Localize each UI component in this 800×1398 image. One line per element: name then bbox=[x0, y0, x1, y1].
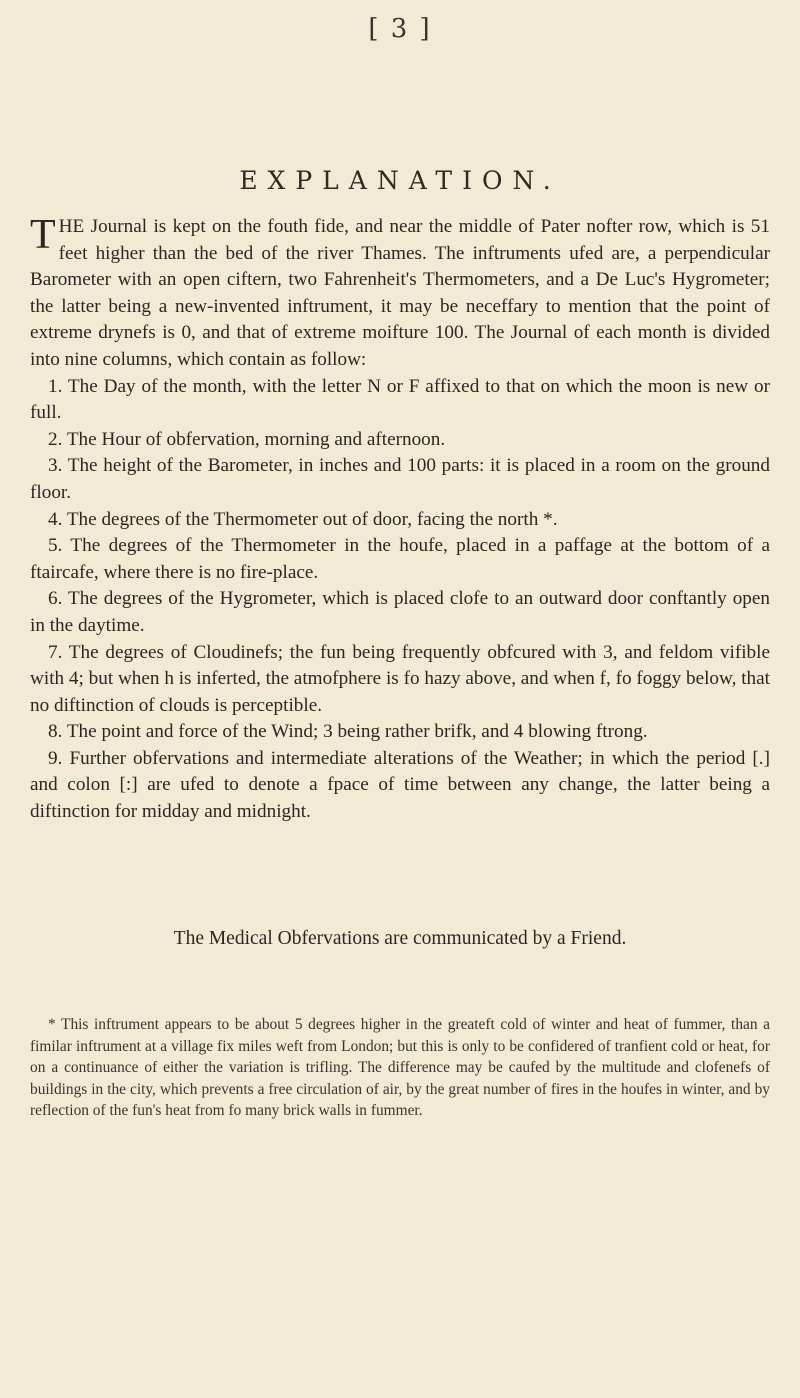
list-item: 7. The degrees of Cloudinefs; the fun being frequently obfcured with 3, and feldom vifible with 4; but when h is inferted, the atmofphere is fo hazy above, and when f, fo foggy below, that no diftinction of clouds is perceptible. bbox=[30, 641, 770, 716]
list-item: 8. The point and force of the Wind; 3 being rather brifk, and 4 blowing ftrong. bbox=[48, 721, 648, 743]
list-item: 4. The degrees of the Thermometer out of door, facing the north *. bbox=[48, 508, 558, 530]
medical-credit: The Medical Obfervations are communicated by a Friend. bbox=[173, 928, 627, 949]
list-item: 2. The Hour of obfervation, morning and afternoon. bbox=[48, 428, 446, 450]
page-number: [ 3 ] bbox=[368, 14, 432, 44]
list-item: 6. The degrees of the Hygrometer, which is placed clofe to an outward door conftantly open in the daytime. bbox=[30, 588, 770, 636]
page-heading: EXPLANATION. bbox=[239, 166, 561, 195]
footnote-text: * This inftrument appears to be about 5 degrees higher in the greateft cold of winter and heat of fummer, than a fimilar inftrument at a village fix miles weft from London; but this is only to be confidered of tranfient cold or heat, for on a continuance of either the variation is trifling. The difference may be caufed by the multitude and clofenefs of buildings in the city, which prevents a free circulation of air, by the great number of fires in the houfes in winter, and by reflection of the fun's heat from fo many brick walls in fummer. bbox=[30, 1016, 770, 1120]
intro-text: HE Journal is kept on the fouth fide, and near the middle of Pater nofter row, which is 51 feet higher than the bed of the river Thames. The inftruments ufed are, a perpendicular Barometer with an open ciftern, two Fahrenheit's Thermometers, and a De Luc's Hygrometer; the latter being a new-invented inftrument, it may be neceffary to mention that the point of extreme drynefs is 0, and that of extreme moifture 100. The Journal of each month is divided into nine columns, which contain as follow: bbox=[30, 216, 770, 370]
list-item: 5. The degrees of the Thermometer in the houfe, placed in a paffage at the bottom of a ftaircafe, where there is no fire-place. bbox=[30, 535, 770, 583]
drop-cap: T bbox=[30, 212, 56, 258]
main-text bbox=[30, 214, 770, 826]
footnote bbox=[30, 1014, 770, 1122]
list-item: 3. The height of the Barometer, in inches and 100 parts: it is placed in a room on the ground floor. bbox=[30, 455, 770, 503]
list-item: 1. The Day of the month, with the letter N or F affixed to that on which the moon is new or full. bbox=[30, 375, 770, 424]
list-item: 9. Further obfervations and intermediate alterations of the Weather; in which the period [.] and colon [:] are ufed to denote a fpace of time between any change, the latter being a diftinction for midday and midnight. bbox=[30, 747, 770, 823]
intro-paragraph bbox=[30, 214, 770, 374]
